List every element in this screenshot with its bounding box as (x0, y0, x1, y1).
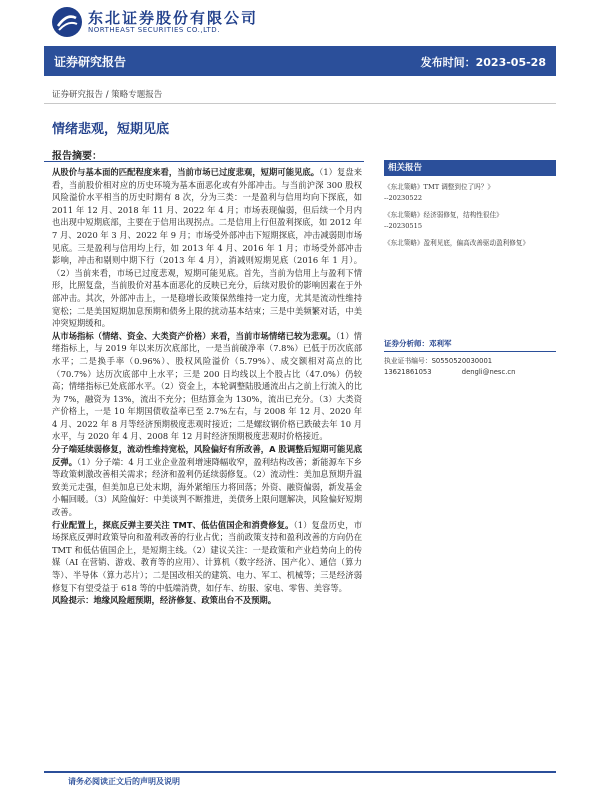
analyst-contact (384, 368, 556, 376)
footer-rule (44, 771, 556, 773)
report-type-label: 证券研究报告 (54, 55, 127, 69)
summary-body (52, 166, 362, 607)
report-title: 情绪悲观，短期见底 (52, 122, 170, 137)
related-report-title: 《东北策略》盈利见底，偏高改善驱动盈利修复》 (384, 239, 530, 247)
paragraph-1-lead: 从股价与基本面的匹配程度来看，当前市场已过度悲观，短期可能见底。 (52, 167, 320, 177)
analyst-name: 证券分析师：邓利军 (384, 338, 556, 352)
logo-name-cn: 东北证券股份有限公司 (88, 9, 259, 27)
company-logo (52, 6, 292, 38)
related-reports-list (384, 182, 556, 249)
paragraph-1-text: （1）复盘来看，当前股价相对应的历史环境为基本面恶化或有外部冲击。与当前沪深 300 股权风险溢价水平相当的历史时期有 8 次，分为三类：一是盈利与信用均向下探底，如 2011 年 12 月、2018 年 11 月、2022 年 4 月；市场表现偏弱，但后续一个月内也出现中短期底部，主要在于信用出现拐点。二是信用上行但盈利探底，如 2012 年 7 月、2020 年 3 月、2022 年 9 月；市场受外部冲击下短期探底，冲击减弱則市场见底。三是盈利与信用均上行，如 2013 年 4 月、2016 年 1 月；市场受外部冲击影响，冲击和剔则中期下行（2013 年 4 月），消减则短期见底（2016 年 1 月）。（2）当前来看，市场已过度悲观，短期可能见底。首先，当前为信用上与盈利下情形，比照复盘，当前股价对基本面恶化的反映已充分，后续对股价的影响因素在于外部冲击。其次，外部冲击上，一是稳增长政策保然维持一定力度，尤其是流动性维持宽松；二是美国短期加息预期和债务上限的扰动基本结束；三是中美频繁对话，中美冲突短期缓和。 (52, 167, 362, 329)
paragraph-4-text: （1）复盘历史，市场探底反弹时政策导向和盈利改善的行业占优；当前政策支持和盈利改善的方向仍在 TMT 和低估值国企上，是短期主线。（2）建议关注：一是政策和产业趋势向上的传媒（AI 在营销、游戏、教育等的应用）、计算机（数字经济、国产化）、通信（算力等）、半导体（算力芯片）；二是国改相关的建筑、电力、军工、机械等；三是经济弱修复下有望受益于 618 等的中低端消费，如仔车、纺服、家电、零售、美容等。 (52, 519, 362, 593)
logo-emblem-icon (52, 7, 82, 37)
related-report-item[interactable] (384, 210, 556, 232)
analyst-email[interactable]: dengli@nesc.cn (461, 368, 516, 376)
paragraph-2-lead: 从市场指标（情绪、资金、大类资产价格）来看，当前市场情绪已较为悲观。 (52, 330, 336, 341)
summary-divider (44, 161, 364, 162)
related-report-date: --20230522 (384, 194, 423, 202)
risk-note (52, 594, 362, 607)
analyst-phone: 13621861053 (384, 368, 432, 376)
related-reports-panel (384, 160, 556, 249)
related-reports-heading: 相关报告 (384, 160, 556, 176)
paragraph-3-lead: 分子端延续弱修复，流动性维持宽松，风险偏好有所改善，A 股调整后短期可能见底反弹。 (52, 444, 362, 467)
analyst-license: 执业证书编号：S0550520030001 (384, 357, 493, 365)
related-report-date: --20230515 (384, 222, 423, 230)
paragraph-4-lead: 行业配置上，探底反弹主要关注 TMT、低估值国企和消费修复。 (52, 519, 294, 530)
summary-heading: 报告摘要： (52, 151, 102, 162)
risk-note-lead: 风险提示：地缘风险超预期，经济修复、政策出台不及预期。 (52, 595, 277, 606)
paragraph-3-text: （1）分子端：4 月工业企业盈利增速降幅收窄，盈利结构改善；新能源车下乡等政策刺激改善相关需求；经济和盈利仍延续弱修复。（2）流动性：美加息预期升温致美元走强，但美加息已处末期，海外紧缩压力将回落；外资、融资偏弱，新发基金小幅回暖。（3）风险偏好：中美谈判不断推进，美债务上限问题解决，风险偏好短期改善。 (52, 456, 362, 518)
paragraph-4 (52, 519, 362, 595)
paragraph-2 (52, 330, 362, 443)
analyst-info (384, 338, 556, 376)
disclaimer-note: 请务必阅读正文后的声明及说明 (68, 777, 180, 786)
breadcrumb: 证券研究报告 / 策略专题报告 (52, 90, 163, 100)
related-report-item[interactable] (384, 238, 556, 249)
paragraph-3 (52, 443, 362, 519)
report-banner (44, 46, 556, 76)
logo-name-en: NORTHEAST SECURITIES CO.,LTD. (88, 26, 220, 34)
paragraph-2-text: （1）情绪指标上，与 2019 年以来历次底部比，一是当前破净率（7.8%）已低于历次底部水平；二是换手率（0.96%）、股权风险溢价（5.79%）、成交额相对高点的比（70.7%）达历次底部中上水平；三是 200 日均线以上个股占比（47.0%）仍较高；情绪指标已处底部水平。（2）资金上，本轮调整陆股通流出占之前上行流入的比为 7%，融资为 13%，流出不充分；但结算金为 130%，流出已充分。（3）大类资产价格上，一是 10 年期国债收益率已至 2.7%左右，与 2008 年 12 月、2020 年 4 月、2022 年 8 月等经济预期极度悲观时接近；二是螺纹钢价格已跌破去年 10 月水平，与 2020 年 4 月、2008 年 12 月时经济预期极度悲观时价格接近。 (52, 330, 362, 442)
related-report-title: 《东北策略》经济弱修复，结构性很佳》 (384, 211, 503, 219)
related-report-title: 《东北策略》TMT 调整到位了吗？》 (384, 183, 494, 191)
publish-date: 发布时间：2023-05-28 (420, 56, 546, 69)
breadcrumb-divider (44, 103, 556, 104)
paragraph-1 (52, 166, 362, 330)
related-report-item[interactable] (384, 182, 556, 204)
